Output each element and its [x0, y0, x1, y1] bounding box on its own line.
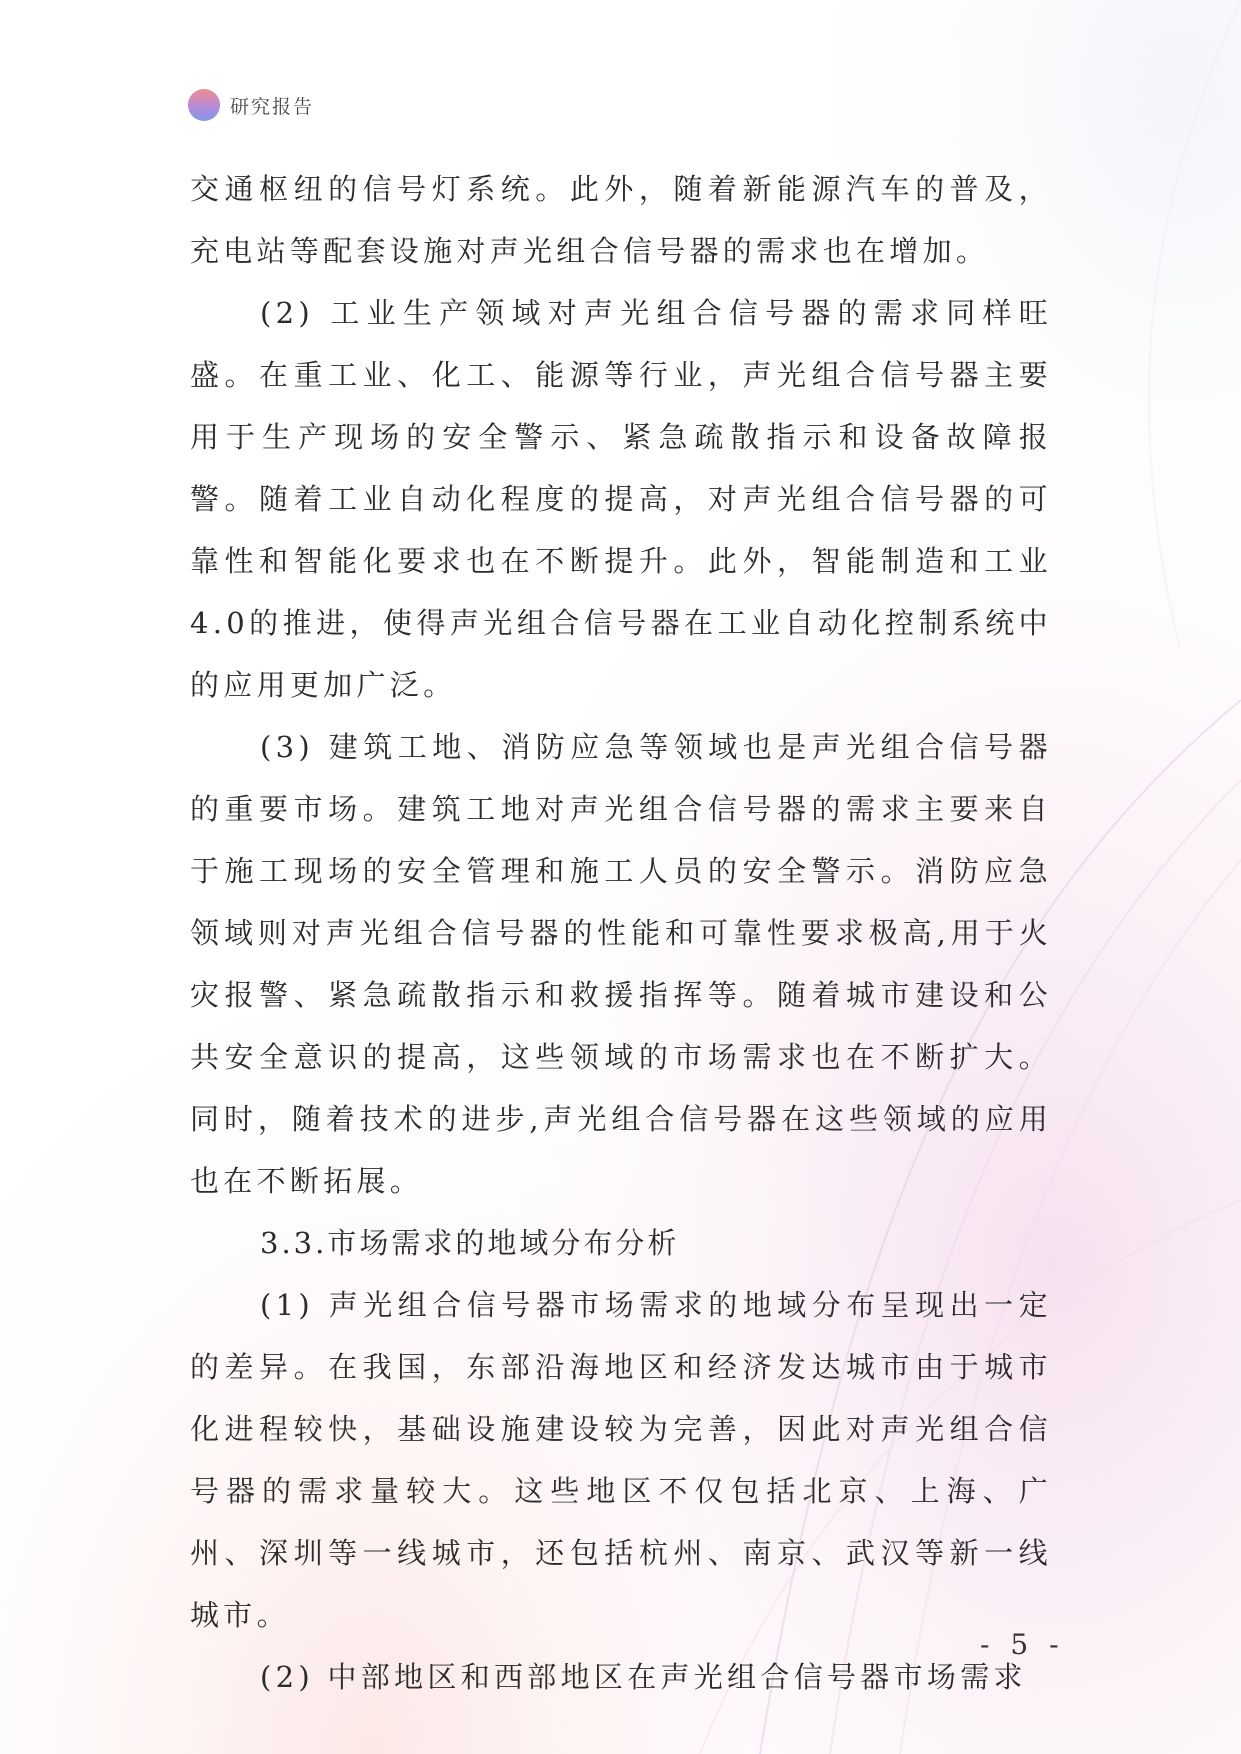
header-title: 研究报告 — [230, 95, 315, 118]
page-number: - 5 - — [980, 1628, 1065, 1661]
report-header — [188, 88, 314, 122]
paragraph: (1) 声光组合信号器市场需求的地域分布呈现出一定的差异。在我国，东部沿海地区和经济发达城市由于城市化进程较快，基础设施建设较为完善，因此对声光组合信号器的需求量较大。这些地区不仅包括北京、上海、广州、深圳等一线城市，还包括杭州、南京、武汉等新一线城市。 — [190, 1288, 1052, 1632]
paragraph: (3) 建筑工地、消防应急等领域也是声光组合信号器的重要市场。建筑工地对声光组合信号器的需求主要来自于施工现场的安全管理和施工人员的安全警示。消防应急领域则对声光组合信号器的性能和可靠性要求极高,用于火灾报警、紧急疏散指示和救援指挥等。随着城市建设和公共安全意识的提高，这些领域的市场需求也在不断扩大。同时，随着技术的进步,声光组合信号器在这些领域的应用也在不断拓展。 — [190, 730, 1052, 1198]
paragraph: 交通枢纽的信号灯系统。此外，随着新能源汽车的普及，充电站等配套设施对声光组合信号器的需求也在增加。 — [190, 172, 1052, 268]
document-body — [190, 158, 1052, 1708]
paragraph: (2) 工业生产领域对声光组合信号器的需求同样旺盛。在重工业、化工、能源等行业，声光组合信号器主要用于生产现场的安全警示、紧急疏散指示和设备故障报警。随着工业自动化程度的提高，对声光组合信号器的可靠性和智能化要求也在不断提升。此外，智能制造和工业4.0的推进，使得声光组合信号器在工业自动化控制系统中的应用更加广泛。 — [190, 296, 1052, 702]
section-heading: 3.3.市场需求的地域分布分析 — [260, 1226, 680, 1260]
paragraph: (2) 中部地区和西部地区在声光组合信号器市场需求 — [260, 1660, 1027, 1694]
logo-icon — [188, 89, 220, 121]
